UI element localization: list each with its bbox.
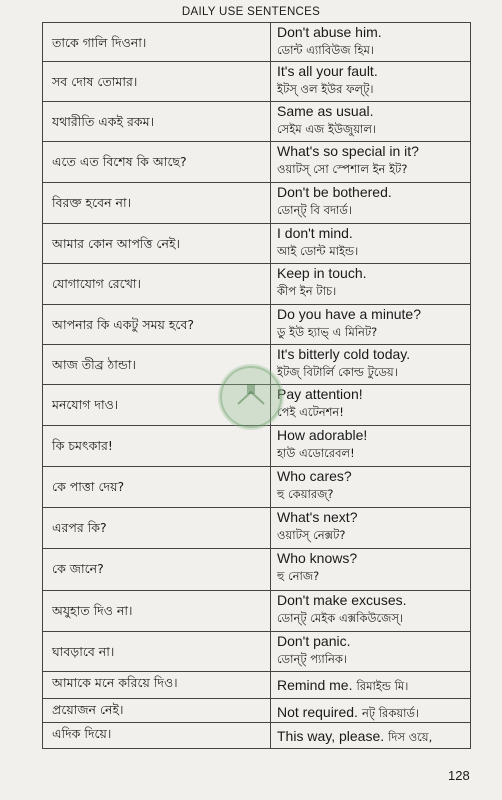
english-cell bbox=[271, 264, 471, 305]
english-sentence: Not required. bbox=[277, 704, 358, 720]
bengali-sentence: এতে এত বিশেষ কি আছে? bbox=[43, 142, 271, 183]
english-cell bbox=[271, 305, 471, 345]
bengali-sentence: ঘাবড়াবে না। bbox=[43, 632, 271, 672]
table-row bbox=[43, 305, 471, 345]
bengali-sentence: আমার কোন আপত্তি নেই। bbox=[43, 224, 271, 264]
bengali-sentence: কে পাত্তা দেয়? bbox=[43, 467, 271, 508]
english-sentence: I don't mind. bbox=[277, 225, 353, 241]
english-cell bbox=[271, 723, 471, 749]
table-row bbox=[43, 224, 471, 264]
english-cell bbox=[271, 549, 471, 591]
bengali-sentence: আমাকে মনে করিয়ে দিও। bbox=[43, 672, 271, 699]
bengali-sentence: প্রয়োজন নেই। bbox=[43, 699, 271, 723]
pronunciation: হু কেয়ারজ্‌? bbox=[277, 487, 334, 501]
pronunciation: ডোন্ট্‌ মেইক এক্সকিউজেস্‌। bbox=[277, 611, 404, 625]
pronunciation: ডোন্ট্‌ বি বদার্ড। bbox=[277, 203, 352, 217]
table-row bbox=[43, 142, 471, 183]
table-row bbox=[43, 23, 471, 62]
english-sentence: Remind me. bbox=[277, 677, 353, 693]
pronunciation: হাউ এডোরেবল! bbox=[277, 446, 355, 460]
bengali-sentence: আপনার কি একটু সময় হবে? bbox=[43, 305, 271, 345]
pronunciation: কীপ ইন টাচ। bbox=[277, 284, 337, 298]
english-cell bbox=[271, 23, 471, 62]
table-row bbox=[43, 672, 471, 699]
table-row bbox=[43, 62, 471, 102]
english-cell bbox=[271, 508, 471, 549]
english-sentence: This way, please. bbox=[277, 728, 385, 744]
table-row bbox=[43, 723, 471, 749]
table-row bbox=[43, 699, 471, 723]
bengali-sentence: বিরক্ত হবেন না। bbox=[43, 183, 271, 224]
english-cell bbox=[271, 699, 471, 723]
table-row bbox=[43, 591, 471, 632]
english-sentence: Keep in touch. bbox=[277, 265, 367, 281]
english-cell bbox=[271, 142, 471, 183]
bengali-sentence: কি চমৎকার! bbox=[43, 426, 271, 467]
english-sentence: Do you have a minute? bbox=[277, 306, 421, 322]
pronunciation: ডোন্ট এ্যাবিউজ হিম। bbox=[277, 43, 375, 57]
english-cell bbox=[271, 183, 471, 224]
english-cell bbox=[271, 345, 471, 385]
english-cell bbox=[271, 632, 471, 672]
pronunciation: ইটস্‌ ওল ইউর ফল্ট্‌। bbox=[277, 82, 374, 96]
english-cell bbox=[271, 467, 471, 508]
english-sentence: Who knows? bbox=[277, 550, 358, 566]
english-cell bbox=[271, 591, 471, 632]
english-sentence: Who cares? bbox=[277, 468, 352, 484]
table-row bbox=[43, 183, 471, 224]
watermark-logo bbox=[218, 364, 284, 430]
english-cell bbox=[271, 672, 471, 699]
english-sentence: What's so special in it? bbox=[277, 143, 419, 159]
pronunciation: নট্‌ রিকয়ার্ড। bbox=[361, 706, 420, 720]
table-row bbox=[43, 508, 471, 549]
table-row bbox=[43, 549, 471, 591]
bengali-sentence: যথারীতি একই রকম। bbox=[43, 102, 271, 142]
bengali-sentence: আজ তীব্র ঠান্ডা। bbox=[43, 345, 271, 385]
pronunciation: আই ডোন্ট মাইন্ড। bbox=[277, 244, 359, 258]
english-sentence: Don't be bothered. bbox=[277, 184, 392, 200]
english-sentence: How adorable! bbox=[277, 427, 368, 443]
english-sentence: Don't abuse him. bbox=[277, 24, 382, 40]
bengali-sentence: অযুহাত দিও না। bbox=[43, 591, 271, 632]
bengali-sentence: সব দোষ তোমার। bbox=[43, 62, 271, 102]
pronunciation: হু নোজ? bbox=[277, 569, 320, 583]
english-cell bbox=[271, 426, 471, 467]
pronunciation: সেইম এজ ইউজুয়াল। bbox=[277, 122, 376, 136]
english-sentence: Don't panic. bbox=[277, 633, 351, 649]
pronunciation: ডোন্ট্‌ প্যানিক। bbox=[277, 652, 348, 666]
english-sentence: It's bitterly cold today. bbox=[277, 346, 411, 362]
table-row bbox=[43, 426, 471, 467]
table-row bbox=[43, 467, 471, 508]
bengali-sentence: যোগাযোগ রেখো। bbox=[43, 264, 271, 305]
bengali-sentence: মনযোগ দাও। bbox=[43, 385, 271, 426]
table-row bbox=[43, 102, 471, 142]
english-sentence: Pay attention! bbox=[277, 386, 363, 402]
english-sentence: What's next? bbox=[277, 509, 358, 525]
pronunciation: ইটজ্‌ বিটার্লি কোল্ড টুডেয়। bbox=[277, 365, 398, 379]
table-row bbox=[43, 632, 471, 672]
page-header: DAILY USE SENTENCES bbox=[181, 6, 321, 18]
table-row bbox=[43, 264, 471, 305]
pronunciation: রিমাইন্ড মি। bbox=[356, 679, 409, 693]
bengali-sentence: এদিক দিয়ে। bbox=[43, 723, 271, 749]
page-number: 128 bbox=[448, 768, 470, 783]
bengali-sentence: কে জানে? bbox=[43, 549, 271, 591]
bengali-sentence: তাকে গালি দিওনা। bbox=[43, 23, 271, 62]
english-sentence: Don't make excuses. bbox=[277, 592, 407, 608]
english-sentence: It's all your fault. bbox=[277, 63, 378, 79]
pronunciation: পেই এটেনশন! bbox=[277, 405, 344, 419]
english-cell bbox=[271, 62, 471, 102]
english-cell bbox=[271, 224, 471, 264]
bengali-sentence: এরপর কি? bbox=[43, 508, 271, 549]
pronunciation: ওয়াটস্‌ সো স্পেশাল ইন ইট? bbox=[277, 162, 408, 176]
pronunciation: দিস ওয়ে, bbox=[388, 730, 433, 744]
english-cell bbox=[271, 385, 471, 426]
pronunciation: ওয়াটস্‌ নেক্সট? bbox=[277, 528, 346, 542]
pronunciation: ডু ইউ হ্যাভ্‌ এ মিনিট? bbox=[277, 325, 378, 339]
english-cell bbox=[271, 102, 471, 142]
english-sentence: Same as usual. bbox=[277, 103, 374, 119]
